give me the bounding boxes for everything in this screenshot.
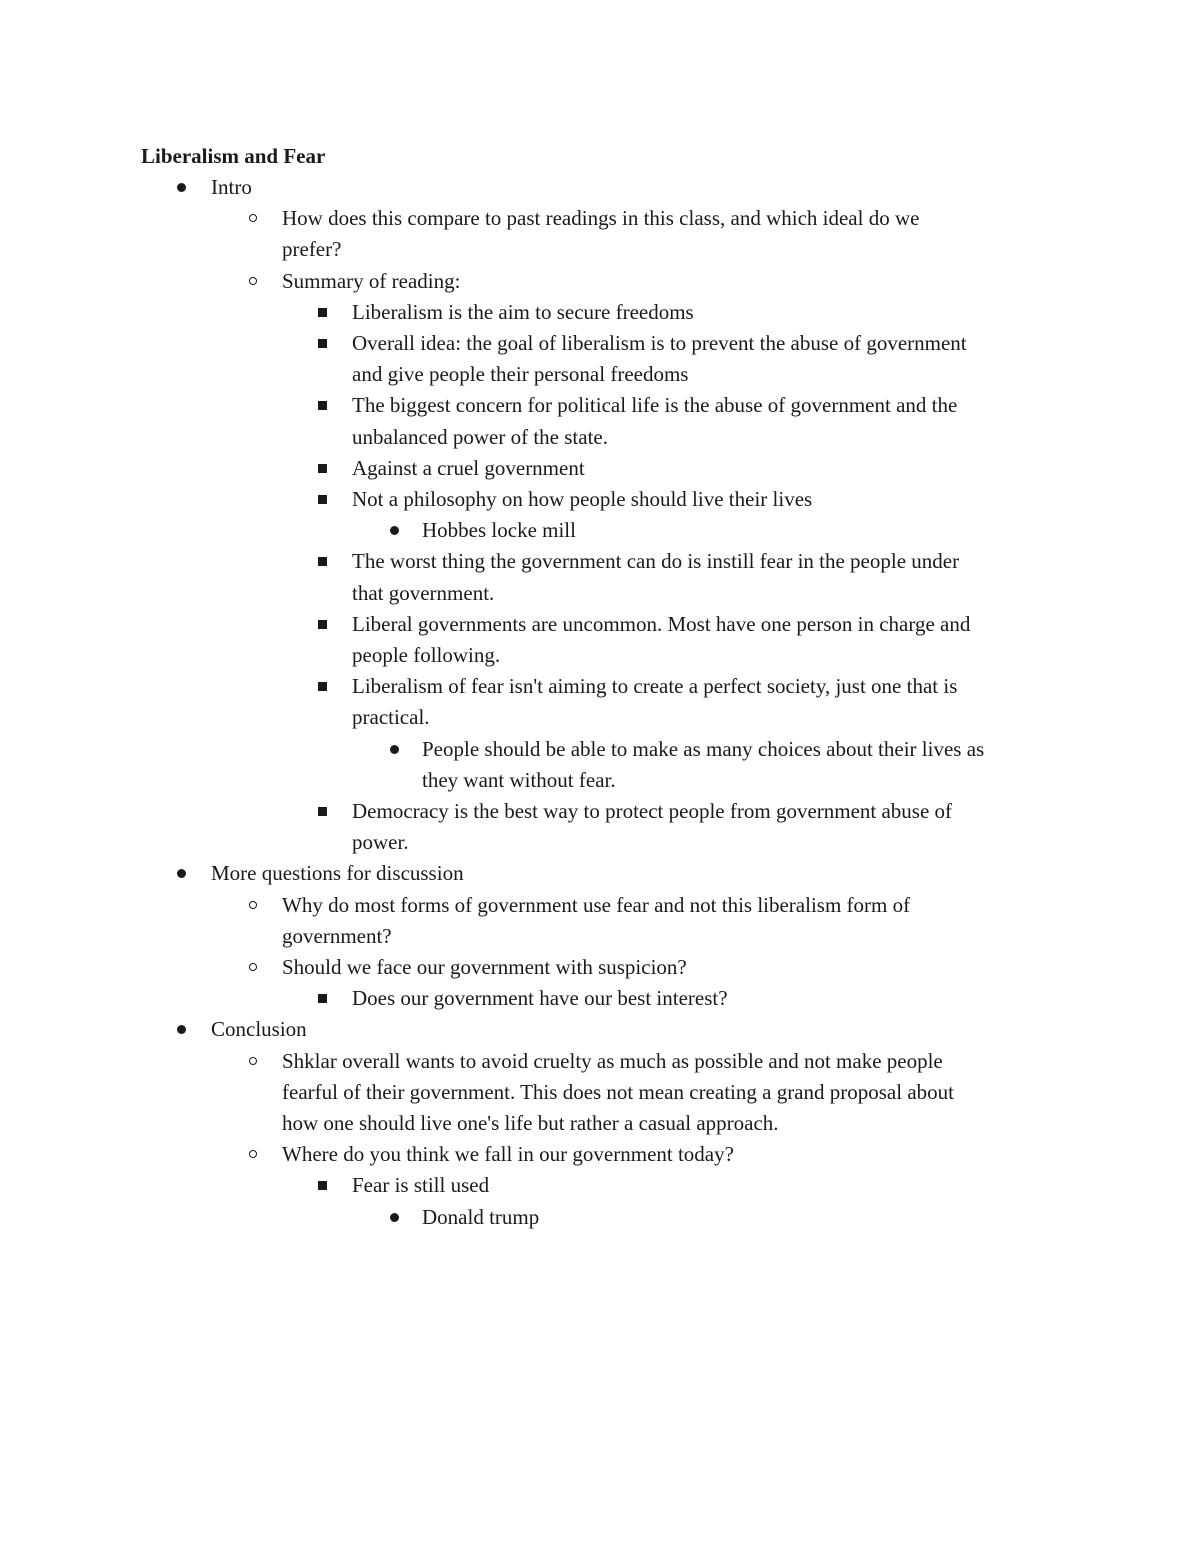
circle-bullet-icon: [249, 963, 257, 971]
outline-item-text: prefer?: [282, 237, 342, 262]
document-title: Liberalism and Fear: [141, 144, 326, 168]
disc-bullet-icon: [177, 183, 186, 192]
square-bullet-icon: [318, 495, 327, 504]
outline-item-text: people following.: [352, 643, 501, 667]
outline-item-text: Democracy is the best way to protect people from government abuse of: [352, 799, 953, 823]
outline-item-text: fearful of their government. This does not mean creating a grand proposal about: [282, 1079, 954, 1104]
outline-item-text: government?: [282, 923, 392, 948]
disc-bullet-icon: [177, 1025, 186, 1034]
outline-item-text: Summary of reading:: [282, 268, 461, 293]
circle-bullet-icon: [249, 277, 257, 285]
outline-item-text: Liberalism is the aim to secure freedoms: [352, 299, 694, 324]
square-bullet-icon: [318, 1181, 327, 1190]
square-bullet-icon: [318, 620, 327, 629]
disc-bullet-icon: [390, 1213, 399, 1222]
outline-item-text: Fear is still used: [352, 1173, 490, 1198]
outline-item-text: that government.: [352, 580, 495, 605]
circle-bullet-icon: [249, 901, 257, 909]
square-bullet-icon: [318, 807, 327, 816]
square-bullet-icon: [318, 464, 327, 473]
disc-bullet-icon: [390, 745, 399, 754]
circle-bullet-icon: [249, 214, 257, 222]
outline-item-text: Donald trump: [422, 1204, 540, 1229]
square-bullet-icon: [318, 401, 327, 410]
outline-item-text: and give people their personal freedoms: [352, 362, 689, 387]
outline-item-text: People should be able to make as many choices about their lives as: [422, 736, 985, 761]
outline-item-text: Hobbes locke mill: [422, 518, 576, 543]
square-bullet-icon: [318, 682, 327, 691]
outline-item-text: practical.: [352, 705, 430, 730]
outline-item-text: unbalanced power of the state.: [352, 424, 608, 449]
outline-item-text: Should we face our government with suspicion?: [282, 955, 687, 979]
circle-bullet-icon: [249, 1057, 257, 1065]
outline-item-text: Intro: [211, 175, 252, 199]
outline-item-text: Liberal governments are uncommon. Most have one person in charge and: [352, 611, 971, 636]
outline-item-text: Conclusion: [211, 1017, 307, 1042]
outline-item-text: Against a cruel government: [352, 455, 585, 480]
outline-item-text: Liberalism of fear isn't aiming to create a perfect society, just one that is: [352, 674, 958, 699]
disc-bullet-icon: [390, 526, 399, 535]
outline-item-text: Shklar overall wants to avoid cruelty as much as possible and not make people: [282, 1048, 943, 1073]
outline-item-text: Overall idea: the goal of liberalism is to prevent the abuse of government: [352, 331, 967, 355]
outline-item-text: The biggest concern for political life is the abuse of government and the: [352, 393, 958, 418]
outline-item-text: how one should live one's life but rather a casual approach.: [282, 1111, 779, 1135]
circle-bullet-icon: [249, 1150, 257, 1158]
disc-bullet-icon: [177, 869, 186, 878]
outline-item-text: How does this compare to past readings in this class, and which ideal do we: [282, 206, 920, 231]
outline-item-text: Where do you think we fall in our government today?: [282, 1142, 734, 1167]
outline-item-text: The worst thing the government can do is instill fear in the people under: [352, 549, 960, 574]
square-bullet-icon: [318, 339, 327, 348]
square-bullet-icon: [318, 557, 327, 566]
outline-item-text: More questions for discussion: [211, 861, 464, 886]
square-bullet-icon: [318, 308, 327, 317]
outline-item-text: Does our government have our best interest?: [352, 986, 728, 1011]
square-bullet-icon: [318, 994, 327, 1003]
outline-item-text: Why do most forms of government use fear and not this liberalism form of: [282, 892, 911, 917]
outline-item-text: Not a philosophy on how people should live their lives: [352, 487, 813, 511]
outline-item-text: power.: [352, 830, 409, 855]
outline-item-text: they want without fear.: [422, 767, 616, 792]
